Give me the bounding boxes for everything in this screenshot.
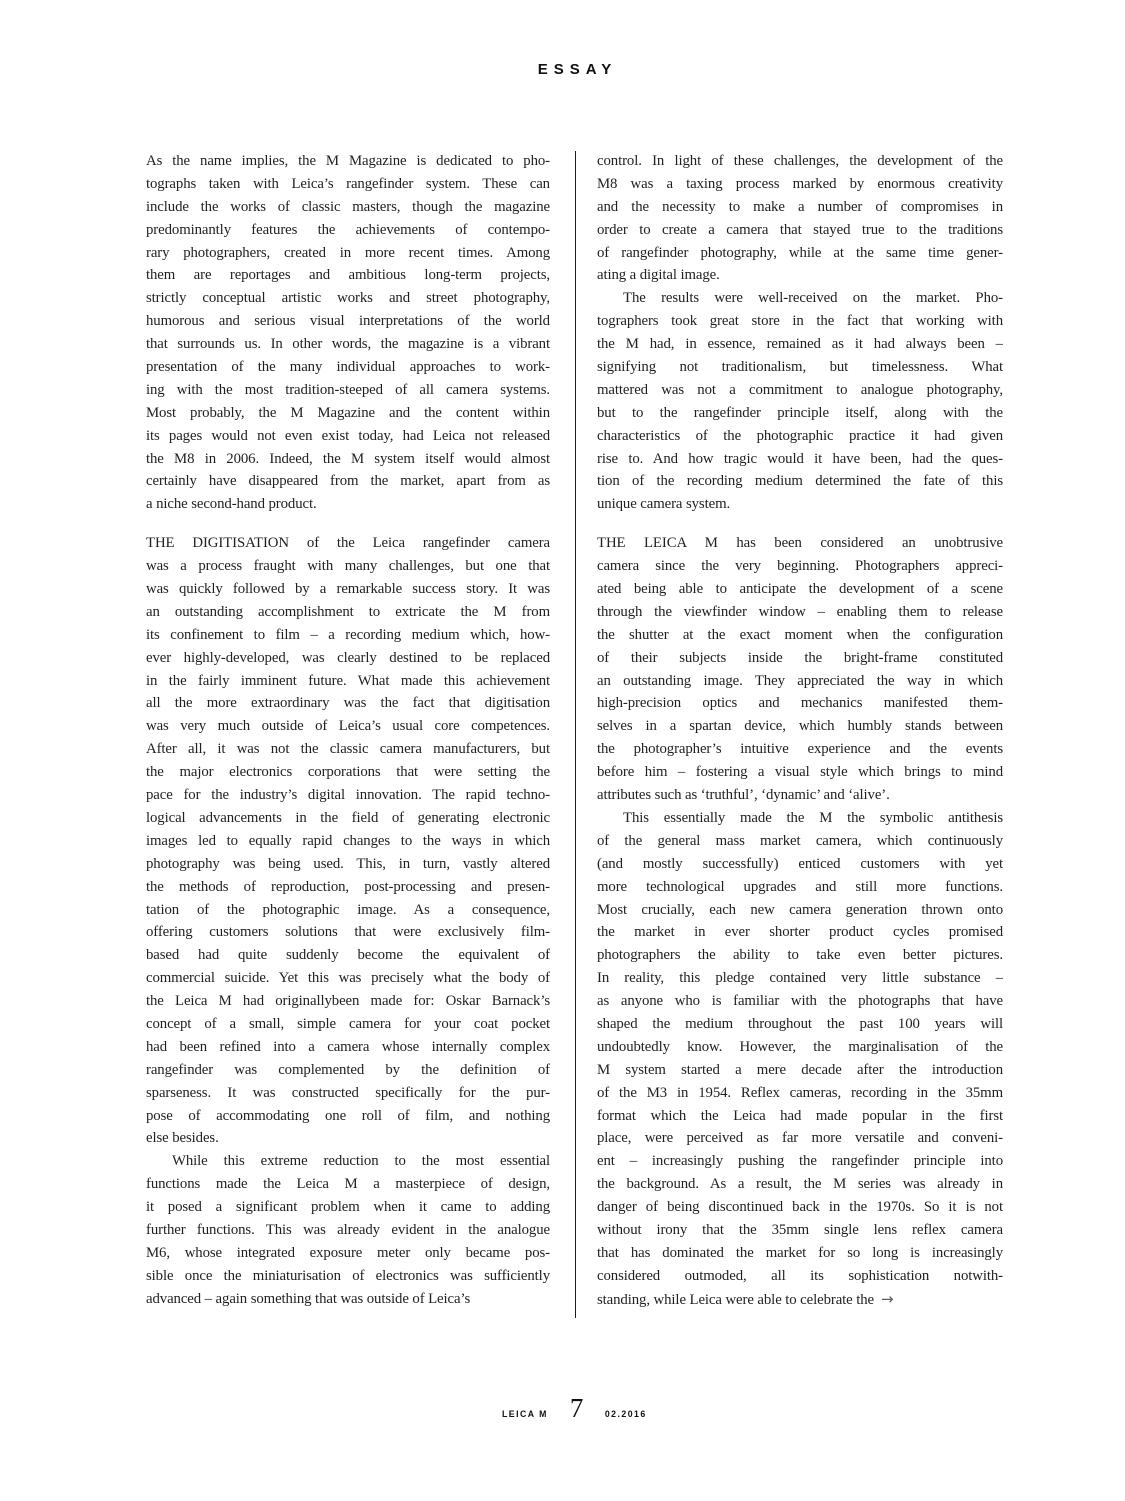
text-line: was quickly followed by a remarkable success story. It was (146, 581, 550, 598)
text-line: advanced – again something that was outside of Leica’s (146, 1290, 471, 1307)
text-line: else besides. (146, 1130, 219, 1147)
text-line: sible once the miniaturisation of electronics was sufficiently (146, 1267, 550, 1284)
text-line: danger of being discontinued back in the 1970s. So it is not (597, 1199, 1003, 1216)
text-line: tation of the photographic image. As a consequence, (146, 901, 550, 918)
paragraph (146, 532, 550, 1150)
text-line: considered outmoded, all its sophistication notwith- (597, 1267, 1003, 1284)
text-line: mattered was not a commitment to analogue photography, (597, 381, 1003, 398)
text-line: in the fairly imminent future. What made this achievement (146, 672, 550, 689)
text-line: a niche second-hand product. (146, 496, 317, 513)
text-line: the Leica M had originallybeen made for: Oskar Barnack’s (146, 993, 550, 1010)
text-line: them are reportages and ambitious long-term projects, (146, 267, 550, 284)
text-line: concept of a small, simple camera for your coat pocket (146, 1015, 550, 1032)
text-line: (and mostly successfully) enticed customers with yet (597, 855, 1003, 872)
text-line: Most probably, the M Magazine and the content within (146, 404, 550, 421)
text-line: ing with the most tradition-steeped of all camera systems. (146, 381, 550, 398)
column-right (597, 150, 1003, 1311)
text-line: of the general mass market camera, which continuously (597, 832, 1003, 849)
column-left (146, 150, 550, 1311)
text-line: ent – increasingly pushing the rangefinder principle into (597, 1153, 1003, 1170)
text-line: more technological upgrades and still more functions. (597, 878, 1003, 895)
text-line: This essentially made the M the symbolic antithesis (623, 809, 1003, 826)
text-line: was very much outside of Leica’s usual core competences. (146, 718, 550, 735)
text-line: the photographer’s intuitive experience and the events (597, 741, 1003, 758)
text-line: presentation of the many individual approaches to work- (146, 359, 550, 376)
text-line: characteristics of the photographic practice it had given (597, 427, 1003, 444)
text-line: format which the Leica had made popular in the first (597, 1107, 1003, 1124)
text-line: rise to. And how tragic would it have been, had the ques- (597, 450, 1003, 467)
essay-body (146, 150, 1003, 1311)
text-line: tographers took great store in the fact that working with (597, 313, 1003, 330)
text-line: order to create a camera that stayed true to the traditions (597, 221, 1003, 238)
page-section-heading: ESSAY (537, 61, 618, 78)
text-line: selves in a spartan device, which humbly stands between (597, 718, 1003, 735)
footer-issue-date: 02.2016 (605, 1409, 648, 1420)
text-line: tographs taken with Leica’s rangefinder system. These can (146, 175, 550, 192)
text-line: M8 was a taxing process marked by enormous creativity (597, 175, 1003, 192)
text-line: attributes such as ‘truthful’, ‘dynamic’ and ‘alive’. (597, 787, 890, 804)
text-line: as anyone who is familiar with the photographs that have (597, 993, 1003, 1010)
text-line: signifying not traditionalism, but timelessness. What (597, 359, 1003, 376)
text-line: through the viewfinder window – enabling them to release (597, 603, 1003, 620)
text-line: based had quite suddenly become the equivalent of (146, 947, 550, 964)
text-line: further functions. This was already evident in the analogue (146, 1221, 550, 1238)
text-line: After all, it was not the classic camera manufacturers, but (146, 741, 550, 758)
text-line: that has dominated the market for so long is increasingly (597, 1244, 1003, 1261)
text-line: humorous and serious visual interpretations of the world (146, 313, 550, 330)
paragraph (146, 1150, 550, 1310)
text-line: the M had, in essence, remained as it had always been – (597, 336, 1003, 353)
continuation-arrow-icon: → (881, 1289, 894, 1308)
text-line: without irony that the 35mm single lens reflex camera (597, 1221, 1003, 1238)
text-line: before him – fostering a visual style which brings to mind (597, 764, 1003, 781)
footer-page-number: 7 (569, 1393, 584, 1423)
text-line: sparseness. It was constructed specifically for the pur- (146, 1084, 550, 1101)
text-line: the shutter at the exact moment when the configuration (597, 626, 1003, 643)
text-line: strictly conceptual artistic works and street photography, (146, 290, 550, 307)
text-line: an outstanding accomplishment to extricate the M from (146, 603, 550, 620)
text-line: control. In light of these challenges, the development of the (597, 153, 1003, 169)
text-line: THE LEICA M has been considered an unobtrusive (597, 535, 1003, 552)
text-line: was a process fraught with many challenges, but one that (146, 558, 550, 575)
text-line: rangefinder was complemented by the definition of (146, 1061, 550, 1078)
text-line: THE DIGITISATION of the Leica rangefinder camera (146, 535, 550, 552)
text-line: The results were well-received on the market. Pho- (623, 290, 1003, 307)
text-line: In reality, this pledge contained very little substance – (597, 970, 1003, 987)
text-line: the methods of reproduction, post-processing and presen- (146, 878, 550, 895)
text-line: the M8 in 2006. Indeed, the M system itself would almost (146, 450, 550, 467)
paragraph (597, 807, 1003, 1311)
text-line: the major electronics corporations that were setting the (146, 764, 550, 781)
footer-magazine-title: LEICA M (502, 1409, 548, 1420)
paragraph (597, 287, 1003, 516)
text-line: all the more extraordinary was the fact that digitisation (146, 695, 550, 712)
text-line: place, were perceived as far more versatile and conveni- (597, 1130, 1003, 1147)
text-line: camera since the very beginning. Photographers appreci- (597, 558, 1003, 575)
text-line: unique camera system. (597, 496, 731, 513)
text-line: had been refined into a camera whose internally complex (146, 1038, 550, 1055)
text-line: of their subjects inside the bright-frame constituted (597, 649, 1003, 666)
text-line: commercial suicide. Yet this was precisely what the body of (146, 970, 550, 987)
text-line: include the works of classic masters, though the magazine (146, 198, 550, 215)
text-line: and the necessity to make a number of compromises in (597, 198, 1003, 215)
text-line: ever highly-developed, was clearly destined to be replaced (146, 649, 550, 666)
text-line: rary photographers, created in more recent times. Among (146, 244, 550, 261)
text-line: Most crucially, each new camera generation thrown onto (597, 901, 1003, 918)
page-footer (146, 1393, 1003, 1424)
text-line: but to the rangefinder principle itself, along with the (597, 404, 1003, 421)
text-line: certainly have disappeared from the market, apart from as (146, 473, 550, 490)
text-line: it posed a significant problem when it came to adding (146, 1199, 550, 1216)
text-line: an outstanding image. They appreciated the way in which (597, 672, 1003, 689)
text-line: As the name implies, the M Magazine is dedicated to pho- (146, 153, 550, 169)
text-line: tion of the recording medium determined the fate of this (597, 473, 1003, 490)
text-line: standing, while Leica were able to celebrate the → (597, 1289, 894, 1308)
text-line: ating a digital image. (597, 267, 720, 284)
text-line: that surrounds us. In other words, the magazine is a vibrant (146, 336, 550, 353)
text-line: M system started a mere decade after the introduction (597, 1061, 1003, 1078)
text-line: photographers the ability to take even better pictures. (597, 947, 1003, 964)
paragraph (597, 532, 1003, 807)
text-line: shaped the medium throughout the past 100 years will (597, 1015, 1003, 1032)
text-line: logical advancements in the field of generating electronic (146, 809, 550, 826)
text-line: While this extreme reduction to the most essential (172, 1153, 550, 1170)
paragraph (597, 150, 1003, 287)
text-line: pace for the industry’s digital innovation. The rapid techno- (146, 787, 550, 804)
text-line: M6, whose integrated exposure meter only became pos- (146, 1244, 550, 1261)
text-line: ated being able to anticipate the development of a scene (597, 581, 1003, 598)
text-line: its pages would not even exist today, had Leica not released (146, 427, 550, 444)
text-line: undoubtedly know. However, the marginalisation of the (597, 1038, 1003, 1055)
text-line: predominantly features the achievements of contempo- (146, 221, 550, 238)
text-line: high-precision optics and mechanics manifested them- (597, 695, 1003, 712)
text-line: of rangefinder photography, while at the same time gener- (597, 244, 1003, 261)
text-line: images led to equally rapid changes to the ways in which (146, 832, 550, 849)
text-line: the background. As a result, the M series was already in (597, 1176, 1003, 1193)
text-line: its confinement to film – a recording medium which, how- (146, 626, 550, 643)
text-line: photography was being used. This, in turn, vastly altered (146, 855, 550, 872)
text-line: the market in ever shorter product cycles promised (597, 924, 1003, 941)
text-line: of the M3 in 1954. Reflex cameras, recording in the 35mm (597, 1084, 1003, 1101)
text-line: offering customers solutions that were exclusively film- (146, 924, 550, 941)
text-line: pose of accommodating one roll of film, and nothing (146, 1107, 550, 1124)
text-line: functions made the Leica M a masterpiece of design, (146, 1176, 550, 1193)
paragraph (146, 150, 550, 516)
